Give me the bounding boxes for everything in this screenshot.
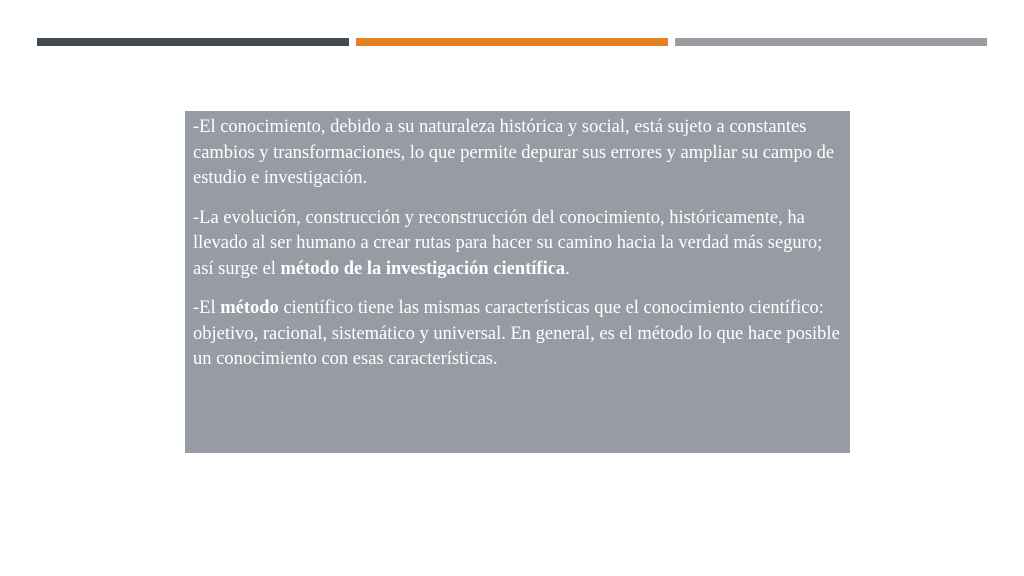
header-bar-dark xyxy=(37,38,349,46)
header-bar-orange xyxy=(356,38,668,46)
paragraph-3-text-a: -El xyxy=(193,298,221,318)
paragraph-1 xyxy=(193,115,842,192)
paragraph-2-text-b: . xyxy=(565,258,570,279)
paragraph-2-text-a: -La evolución, construcción y reconstrucción del conocimiento, históricamente, ha llevado al ser humano a crear rutas para hacer su camino hacia la verdad más seguro; así surge el xyxy=(193,207,823,279)
paragraph-3 xyxy=(193,296,842,373)
paragraph-3-text-b: científico tiene las mismas características que el conocimiento científico: objetivo, racional, sistemático y universal. En general, es el método lo que hace posible un conocimiento con esas características. xyxy=(193,298,840,369)
paragraph-1-text: -El conocimiento, debido a su naturaleza histórica y social, está sujeto a constantes cambios y transformaciones, lo que permite depurar sus errores y ampliar su campo de estudio e investigación. xyxy=(193,117,835,188)
paragraph-2-bold-term: método de la investigación científica xyxy=(280,258,566,279)
header-bar-gray xyxy=(675,38,987,46)
paragraph-3-bold-term: método xyxy=(220,298,279,318)
paragraph-2 xyxy=(193,206,842,283)
content-text-box xyxy=(185,111,850,453)
